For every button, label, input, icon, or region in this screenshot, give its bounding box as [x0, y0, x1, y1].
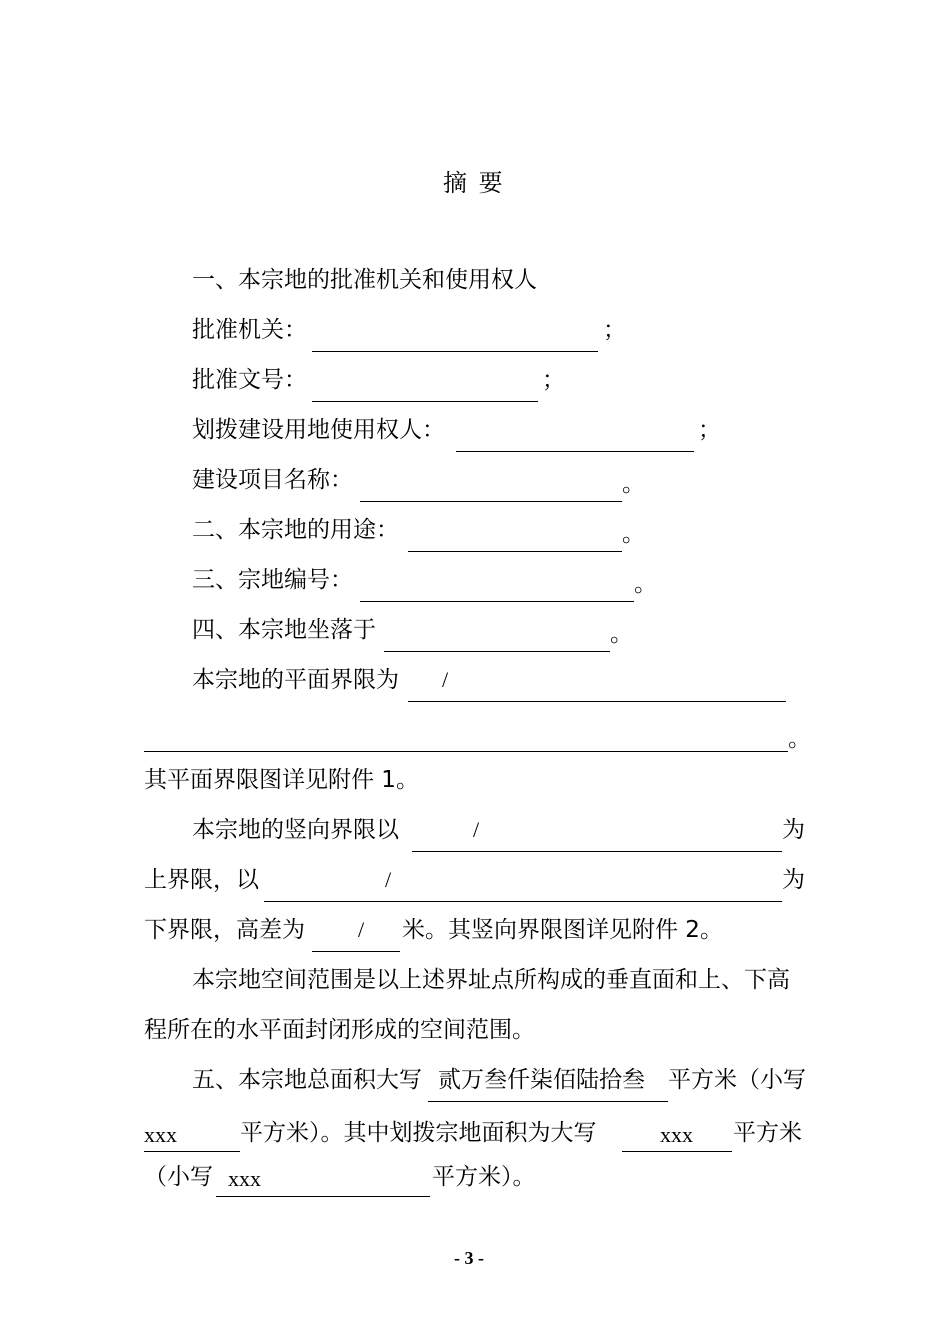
- plane-boundary-label: 本宗地的平面界限为: [192, 667, 399, 693]
- space-range-line2: 程所在的水平面封闭形成的空间范围。: [144, 1017, 535, 1043]
- height-diff-value: /: [358, 917, 365, 942]
- approval-authority-label: 批准机关：: [192, 317, 307, 343]
- lower-boundary-field[interactable]: [264, 871, 782, 902]
- parcel-no-label: 三、宗地编号：: [192, 567, 353, 593]
- upper-limit-label: 上界限，以: [144, 867, 259, 893]
- page-number: - 3 -: [454, 1248, 484, 1268]
- wei-text: 为: [782, 817, 805, 843]
- approval-no-label: 批准文号：: [192, 367, 307, 393]
- upper-boundary-value: /: [473, 817, 480, 842]
- land-user-field[interactable]: [456, 421, 694, 452]
- period: 。: [610, 621, 633, 647]
- vertical-boundary-reference: 米。其竖向界限图详见附件 2。: [402, 917, 723, 943]
- approval-authority-field[interactable]: [312, 321, 598, 352]
- vertical-boundary-label: 本宗地的竖向界限以: [192, 817, 399, 843]
- plane-boundary-field-continued[interactable]: [144, 721, 788, 752]
- project-name-label: 建设项目名称：: [192, 467, 353, 493]
- wei-text: 为: [782, 867, 805, 893]
- semicolon: ；: [698, 417, 721, 443]
- lower-limit-label: 下界限，高差为: [144, 917, 305, 943]
- total-area-label: 五、本宗地总面积大写: [192, 1067, 422, 1093]
- location-field[interactable]: [384, 621, 610, 652]
- lower-boundary-value: /: [385, 867, 392, 892]
- page-title: 摘 要: [443, 169, 505, 197]
- total-area-upper-value: 贰万叁仟柒佰陆拾叁: [438, 1067, 645, 1093]
- period: 。: [622, 471, 645, 497]
- upper-boundary-field[interactable]: [412, 821, 782, 852]
- parcel-no-field[interactable]: [360, 571, 634, 602]
- period: 。: [622, 521, 645, 547]
- total-area-lower-value: xxx: [144, 1122, 177, 1147]
- plane-boundary-value: /: [442, 667, 449, 692]
- allocated-area-lower-value: xxx: [228, 1166, 261, 1191]
- close-text: 平方米）。: [432, 1164, 536, 1190]
- approval-no-field[interactable]: [312, 371, 538, 402]
- height-diff-field[interactable]: [312, 921, 400, 952]
- semicolon: ；: [603, 317, 626, 343]
- plane-boundary-field[interactable]: [408, 671, 786, 702]
- project-name-field[interactable]: [360, 471, 622, 502]
- period: 。: [634, 571, 657, 597]
- location-label: 四、本宗地坐落于: [192, 617, 376, 643]
- land-use-field[interactable]: [408, 521, 622, 552]
- section1-heading: 一、本宗地的批准机关和使用权人: [192, 267, 537, 293]
- plane-boundary-reference: 其平面界限图详见附件 1。: [144, 767, 419, 793]
- allocated-area-upper-value: xxx: [660, 1122, 693, 1147]
- unit-sqm: 平方米: [733, 1120, 802, 1146]
- space-range-line1: 本宗地空间范围是以上述界址点所构成的垂直面和上、下高: [192, 967, 790, 993]
- allocated-area-label: 平方米）。其中划拨宗地面积为大写: [240, 1120, 597, 1146]
- land-use-label: 二、本宗地的用途：: [192, 517, 399, 543]
- semicolon: ；: [542, 367, 565, 393]
- small-open: （小写: [144, 1164, 213, 1190]
- period: 。: [788, 726, 811, 752]
- land-user-label: 划拨建设用地使用权人：: [192, 417, 445, 443]
- unit-small-open: 平方米（小写: [668, 1067, 806, 1093]
